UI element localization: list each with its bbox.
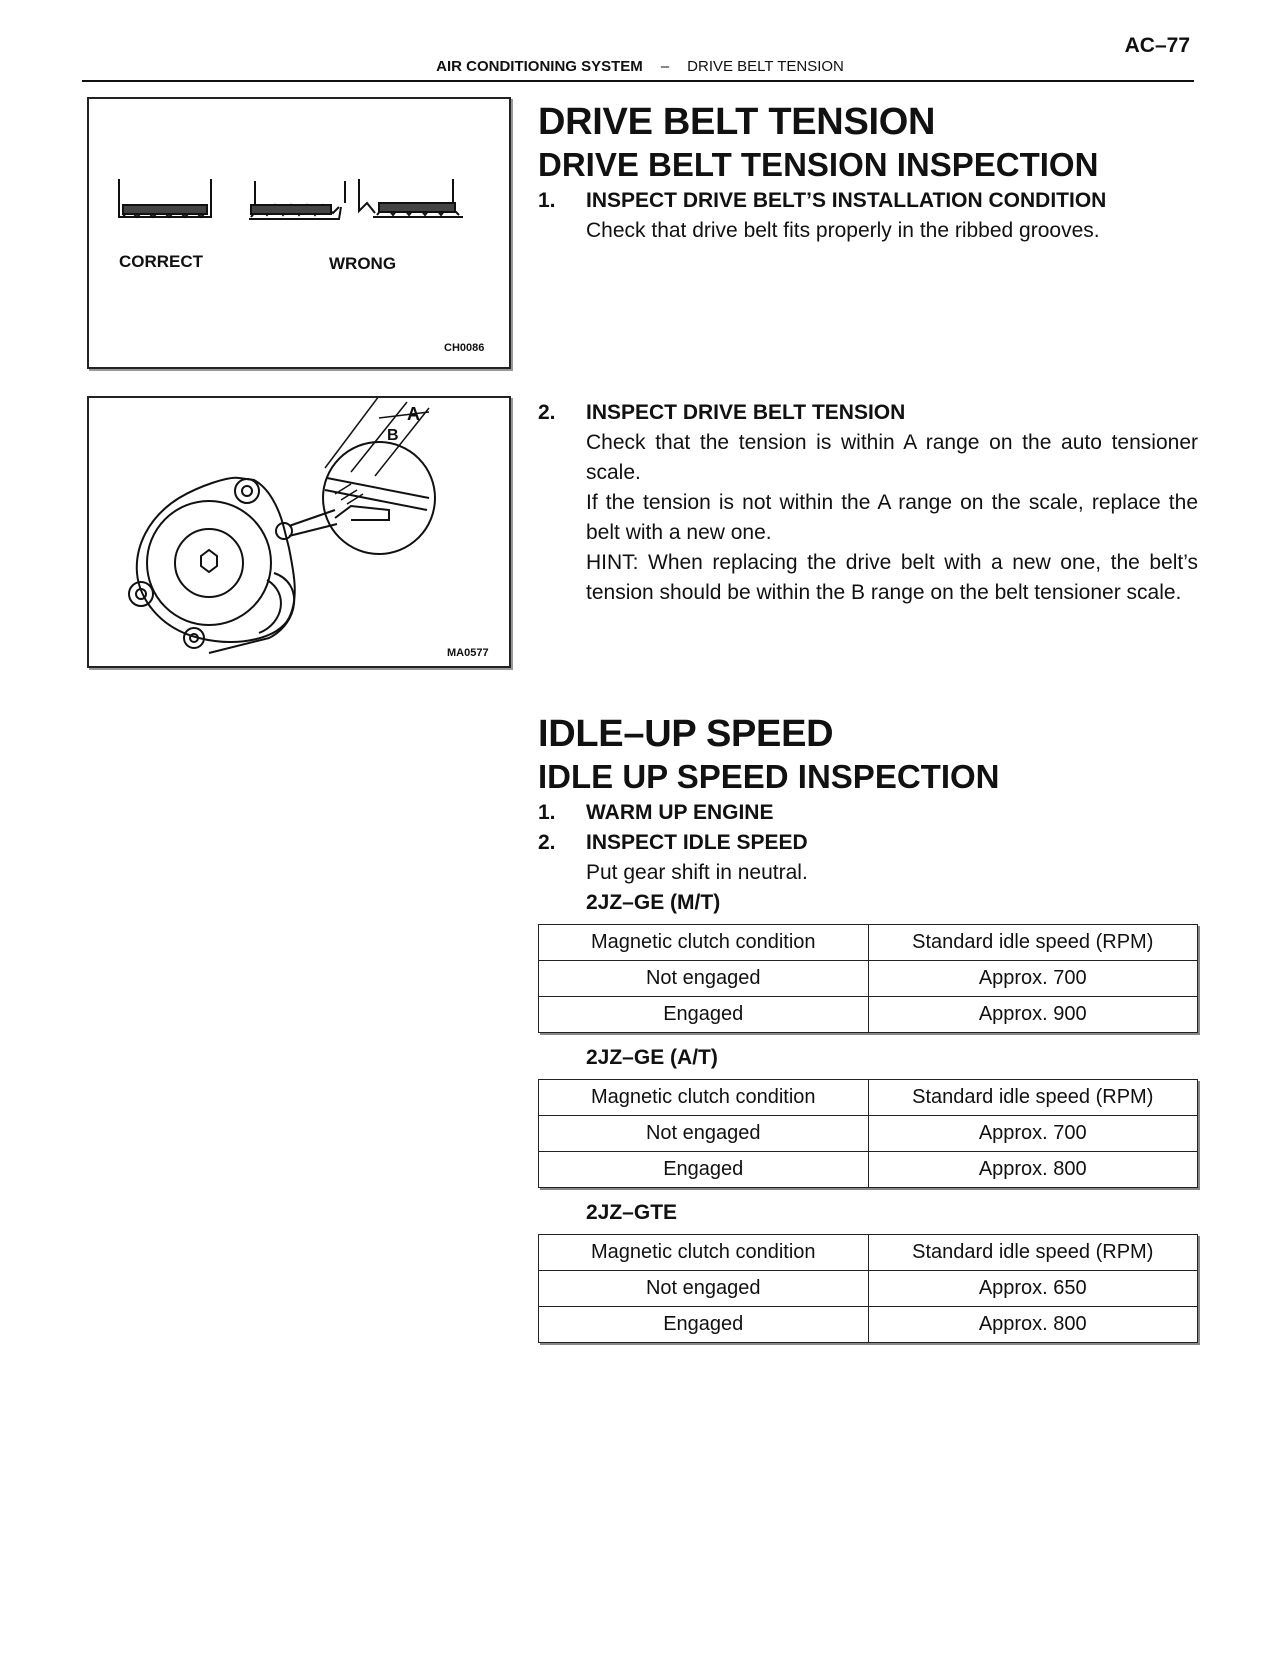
table-cell: Approx. 900 <box>868 997 1198 1033</box>
table-row <box>539 961 1198 997</box>
table-header-cell: Magnetic clutch condition <box>539 925 869 961</box>
step-title: INSPECT IDLE SPEED <box>586 831 808 854</box>
idle-up-subtitle: IDLE UP SPEED INSPECTION <box>538 758 1000 795</box>
table-cell: Not engaged <box>539 1271 869 1307</box>
table-header-cell: Magnetic clutch condition <box>539 1235 869 1271</box>
step-number: 1. <box>538 801 556 824</box>
table-header-row <box>539 1080 1198 1116</box>
range-b-label: B <box>387 427 399 444</box>
hint-text: HINT: When replacing the drive belt with a new one, the belt’s tension should be within the B range on the belt tensioner scale. <box>586 551 1198 604</box>
step-text: Check that drive belt fits properly in the ribbed grooves. <box>586 219 1100 242</box>
table-row <box>539 1307 1198 1343</box>
table-row <box>539 1152 1198 1188</box>
section-title: AIR CONDITIONING SYSTEM <box>436 58 643 75</box>
table-row <box>539 997 1198 1033</box>
step-title: INSPECT DRIVE BELT’S INSTALLATION CONDITION <box>586 189 1107 212</box>
step-2 <box>538 828 1198 858</box>
subsection-title: DRIVE BELT TENSION <box>687 58 844 75</box>
table-header-row <box>539 925 1198 961</box>
idle-speed-table <box>538 924 1198 1033</box>
table-cell: Approx. 800 <box>868 1152 1198 1188</box>
tensioner-figure <box>87 396 511 668</box>
table-cell: Engaged <box>539 1307 869 1343</box>
step-text: Check that the tension is within A range on the auto tensioner scale. <box>586 431 1198 484</box>
table-cell: Not engaged <box>539 961 869 997</box>
wrong-label: WRONG <box>329 254 397 273</box>
step-title: INSPECT DRIVE BELT TENSION <box>586 401 906 424</box>
step-1 <box>538 798 1198 828</box>
correct-label: CORRECT <box>119 252 204 271</box>
table-header-row <box>539 1235 1198 1271</box>
step-title: WARM UP ENGINE <box>586 801 774 824</box>
table-cell: Approx. 650 <box>868 1271 1198 1307</box>
table-header-cell: Standard idle speed (RPM) <box>868 1235 1198 1271</box>
tensioner-illustration <box>89 398 509 666</box>
idle-speed-table <box>538 1234 1198 1343</box>
drive-belt-section <box>538 100 1198 246</box>
drive-belt-subtitle: DRIVE BELT TENSION INSPECTION <box>538 146 1099 183</box>
running-header <box>0 58 1280 75</box>
idle-up-section <box>538 712 1198 1343</box>
header-rule <box>82 80 1194 82</box>
figure-code: MA0577 <box>447 647 489 659</box>
drive-belt-title: DRIVE BELT TENSION <box>538 101 936 143</box>
header-separator: – <box>660 58 670 75</box>
step-number: 2. <box>538 401 556 424</box>
table-cell: Approx. 800 <box>868 1307 1198 1343</box>
table-cell: Engaged <box>539 1152 869 1188</box>
step-number: 2. <box>538 831 556 854</box>
table-header-cell: Standard idle speed (RPM) <box>868 925 1198 961</box>
figure-code: CH0086 <box>444 342 485 354</box>
table-cell: Approx. 700 <box>868 961 1198 997</box>
table-label: 2JZ–GE (M/T) <box>586 891 721 914</box>
table-header-cell: Standard idle speed (RPM) <box>868 1080 1198 1116</box>
belt-fit-figure <box>87 97 511 369</box>
step-text: Put gear shift in neutral. <box>586 861 808 884</box>
table-header-cell: Magnetic clutch condition <box>539 1080 869 1116</box>
range-a-label: A <box>407 404 420 424</box>
page-number: AC–77 <box>1124 34 1190 57</box>
table-label: 2JZ–GE (A/T) <box>586 1046 718 1069</box>
table-label: 2JZ–GTE <box>586 1201 678 1224</box>
table-cell: Approx. 700 <box>868 1116 1198 1152</box>
belt-fit-illustration <box>89 99 509 367</box>
table-row <box>539 1271 1198 1307</box>
idle-speed-table <box>538 1079 1198 1188</box>
idle-up-title: IDLE–UP SPEED <box>538 713 834 755</box>
table-cell: Not engaged <box>539 1116 869 1152</box>
step-text: If the tension is not within the A range on the scale, replace the belt with a new one. <box>586 491 1198 544</box>
table-row <box>539 1116 1198 1152</box>
tension-section <box>538 398 1198 608</box>
step-1 <box>538 186 1198 216</box>
table-cell: Engaged <box>539 997 869 1033</box>
step-number: 1. <box>538 189 556 212</box>
step-2 <box>538 398 1198 428</box>
